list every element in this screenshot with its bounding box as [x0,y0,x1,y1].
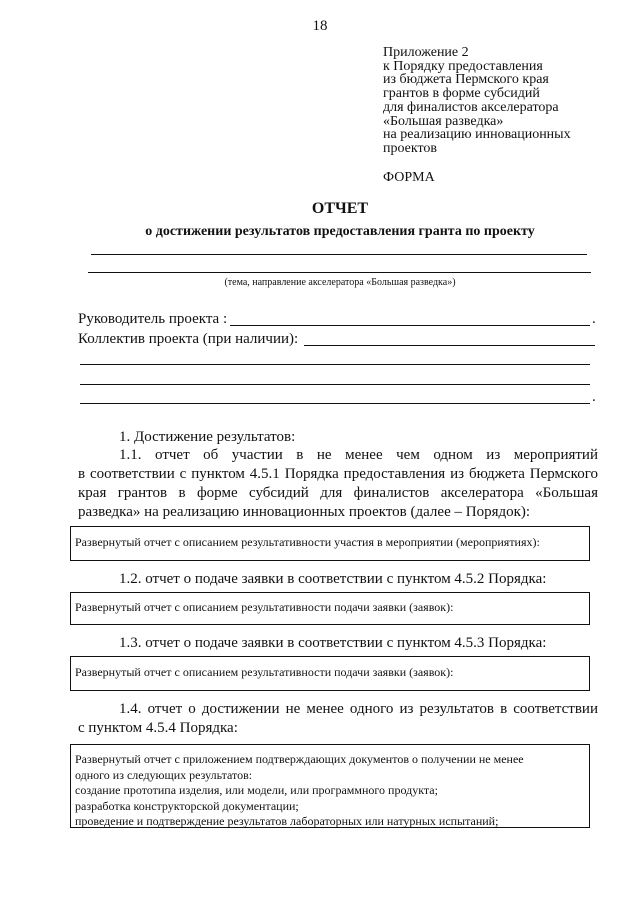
appendix-line: для финалистов акселератора [383,99,559,115]
paragraph-line: 1.1. отчет об участии в не менее чем одном из мероприятий [119,447,598,463]
report-box-text: разработка конструкторской документации; [75,798,299,813]
section-1-1-paragraph [78,446,598,522]
paragraph-line: 1.4. отчет о достижении не менее одного из результатов в соответствии [119,701,598,717]
section-1-heading: 1. Достижение результатов: [119,429,296,445]
report-box-4 [70,744,590,828]
report-box-text: создание прототипа изделия, или модели, или программного продукта; [75,783,438,797]
team-line [80,384,590,385]
appendix-note [383,46,571,156]
report-box-text: Развернутый отчет с приложением подтверждающих документов о получении не менее [75,752,524,766]
appendix-line: из бюджета Пермского края [383,72,549,88]
appendix-line: на реализацию инновационных [383,127,571,143]
report-box-3 [70,656,590,691]
project-lead-label: Руководитель проекта : [78,311,228,327]
paragraph-line: с пунктом 4.5.4 Порядка: [78,720,238,736]
team-end: . [592,389,596,405]
team-label: Коллектив проекта (при наличии): [78,331,299,347]
report-box-1 [70,526,590,561]
report-box-text: Развернутый отчет с описанием результативности подачи заявки (заявок): [75,600,454,614]
topic-line [91,254,587,255]
report-box-text: одного из следующих результатов: [75,767,253,782]
page-number: 18 [312,18,328,34]
section-1-4-paragraph [78,700,598,738]
appendix-line: проектов [383,140,438,156]
form-label: ФОРМА [383,170,435,185]
report-box-2 [70,592,590,625]
section-1-2-paragraph: 1.2. отчет о подаче заявки в соответствии с пунктом 4.5.2 Порядка: [119,571,547,587]
section-1-3-paragraph: 1.3. отчет о подаче заявки в соответствии с пунктом 4.5.3 Порядка: [119,635,547,651]
appendix-line: «Большая разведка» [383,113,504,129]
team-line [304,345,595,346]
appendix-line: Приложение 2 [383,45,469,60]
appendix-line: грантов в форме субсидий [383,86,540,102]
topic-line [88,272,591,273]
paragraph-line: края грантов в форме субсидий для финалистов акселератора «Большая [78,485,598,501]
report-box-text: проведение и подтверждение результатов лабораторных или натурных испытаний; [75,814,499,828]
report-box-text: Развернутый отчет с описанием результативности подачи заявки (заявок): [75,665,454,679]
project-lead-end: . [592,311,596,327]
document-subtitle: о достижении результатов предоставления гранта по проекту [145,224,535,239]
report-box-text: Развернутый отчет с описанием результативности участия в мероприятии (мероприятиях): [75,535,540,549]
team-line [80,364,590,365]
team-line [80,403,590,404]
topic-caption: (тема, направление акселератора «Большая разведка») [224,277,456,288]
document-title: ОТЧЕТ [311,200,369,217]
appendix-line: к Порядку предоставления [383,58,543,74]
project-lead-line [230,325,590,326]
paragraph-line: в соответствии с пунктом 4.5.1 Порядка предоставления из бюджета Пермского [78,466,598,482]
paragraph-line: разведка» на реализацию инновационных проектов (далее – Порядок): [78,504,531,520]
